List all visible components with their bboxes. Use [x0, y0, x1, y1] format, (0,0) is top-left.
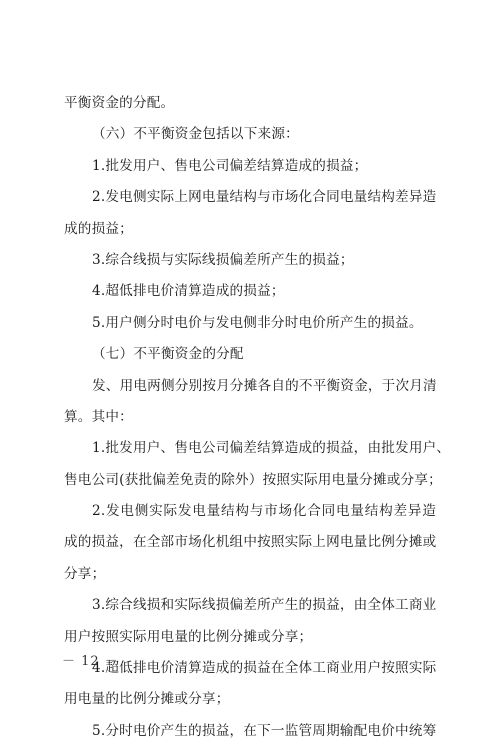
list-item-continuation: 成的损益； [64, 220, 133, 237]
section-heading-6: （六）不平衡资金包括以下来源： [92, 126, 299, 143]
body-line: 平衡资金的分配。 [64, 95, 175, 111]
list-item: 4.超低排电价清算造成的损益； [92, 283, 285, 300]
list-item: 1.批发用户、售电公司偏差结算造成的损益； [92, 157, 368, 174]
list-item: 4.超低排电价清算造成的损益在全体工商业用户按照实际 [92, 660, 437, 677]
list-item-continuation: 分享； [64, 565, 106, 582]
list-item: 5.用户侧分时电价与发电侧非分时电价所产生的损益。 [92, 314, 423, 331]
list-item-continuation: 用电量的比例分摊或分享； [64, 691, 230, 708]
section-heading-7: （七）不平衡资金的分配 [92, 346, 244, 363]
document-body [64, 88, 451, 747]
list-item: 1.批发用户、售电公司偏差结算造成的损益，由批发用户、 [92, 440, 451, 457]
list-item: 5.分时电价产生的损益，在下一监管周期输配电价中统筹 [92, 722, 437, 739]
list-item: 3.综合线损与实际线损偏差所产生的损益； [92, 251, 354, 268]
list-item: 2.发电侧实际上网电量结构与市场化合同电量结构差异造 [92, 189, 437, 206]
page-number: － 12 － [62, 654, 119, 669]
list-item-continuation: 用户按照实际用电量的比例分摊或分享； [64, 628, 313, 645]
paragraph-line: 算。其中： [64, 408, 133, 425]
list-item: 3.综合线损和实际线损偏差所产生的损益，由全体工商业 [92, 597, 437, 614]
paragraph-line: 发、用电两侧分别按月分摊各自的不平衡资金，于次月清 [92, 377, 437, 394]
list-item-continuation: 成的损益，在全部市场化机组中按照实际上网电量比例分摊或 [64, 534, 437, 551]
list-item-continuation: 售电公司(获批偏差免责的除外）按照实际用电量分摊或分享； [64, 471, 442, 488]
list-item: 2.发电侧实际发电量结构与市场化合同电量结构差异造 [92, 503, 436, 520]
